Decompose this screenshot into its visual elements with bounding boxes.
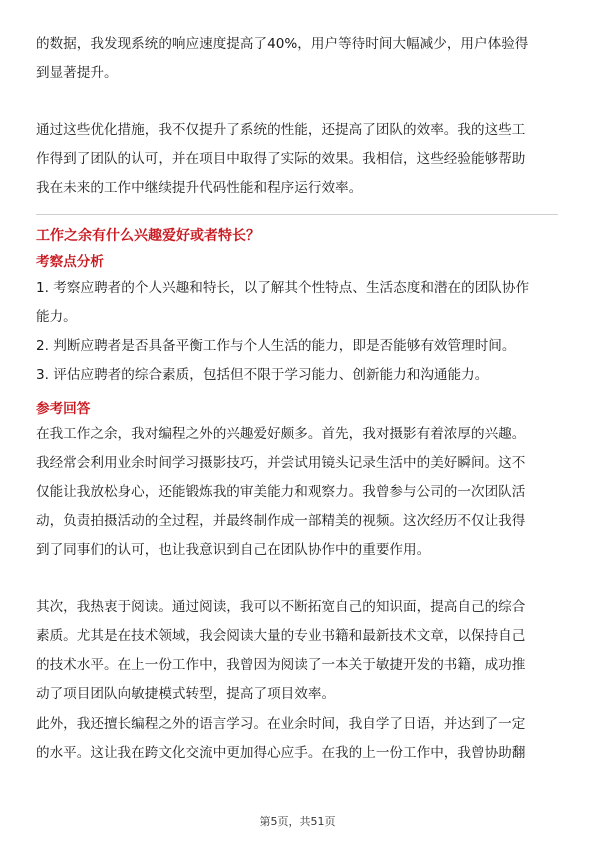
text-line: 我在未来的工作中继续提升代码性能和程序运行效率。 (36, 180, 363, 196)
text-line: 到了同事们的认可，也让我意识到自己在团队协作中的重要作用。 (36, 542, 431, 558)
text-line: 到显著提升。 (36, 65, 118, 81)
text-line: 动了项目团队向敏捷模式转型，提高了项目效率。 (36, 686, 336, 702)
text-line: 素质。尤其是在技术领域，我会阅读大量的专业书籍和最新技术文章，以保持自己 (36, 628, 526, 644)
intro-paragraph (36, 30, 558, 88)
page-footer: 第5页，共51页 (259, 815, 336, 828)
text-line: 的水平。这让我在跨文化交流中更加得心应手。在我的上一份工作中，我曾协助翻 (36, 745, 526, 761)
question-title: 工作之余有什么兴趣爱好或者特长？ (36, 228, 260, 244)
analysis-heading: 考察点分析 (36, 254, 104, 270)
text-line: 我经常会利用业余时间学习摄影技巧，并尝试用镜头记录生活中的美好瞬间。这不 (36, 455, 526, 471)
analysis-list (36, 274, 558, 390)
text-line: 仅能让我放松身心，还能锻炼我的审美能力和观察力。我曾参与公司的一次团队活 (36, 484, 526, 500)
answer-heading: 参考回答 (36, 401, 91, 417)
text-line: 此外，我还擅长编程之外的语言学习。在业余时间，我自学了日语，并达到了一定 (36, 716, 526, 732)
list-item: 1. 考察应聘者的个人兴趣和特长，以了解其个性特点、生活态度和潜在的团队协作 (36, 280, 530, 296)
list-item: 3. 评估应聘者的综合素质，包括但不限于学习能力、创新能力和沟通能力。 (36, 367, 489, 383)
text-line: 作得到了团队的认可，并在项目中取得了实际的效果。我相信，这些经验能够帮助 (36, 151, 526, 167)
text-line: 的数据，我发现系统的响应速度提高了40%，用户等待时间大幅减少，用户体验得 (36, 36, 529, 52)
answer-paragraph-1 (36, 420, 558, 565)
conclusion-paragraph (36, 116, 558, 203)
list-item: 2. 判断应聘者是否具备平衡工作与个人生活的能力，即是否能够有效管理时间。 (36, 338, 516, 354)
list-item: 能力。 (36, 309, 77, 325)
text-line: 在我工作之余，我对编程之外的兴趣爱好颇多。首先，我对摄影有着浓厚的兴趣。 (36, 426, 526, 442)
text-line: 其次，我热衷于阅读。通过阅读，我可以不断拓宽自己的知识面，提高自己的综合 (36, 599, 526, 615)
answer-paragraph-2 (36, 593, 558, 709)
text-line: 通过这些优化措施，我不仅提升了系统的性能，还提高了团队的效率。我的这些工 (36, 122, 526, 138)
section-divider (36, 214, 558, 215)
answer-paragraph-3 (36, 710, 558, 768)
text-line: 动，负责拍摄活动的全过程，并最终制作成一部精美的视频。这次经历不仅让我得 (36, 513, 526, 529)
text-line: 的技术水平。在上一份工作中，我曾因为阅读了一本关于敏捷开发的书籍，成功推 (36, 657, 526, 673)
